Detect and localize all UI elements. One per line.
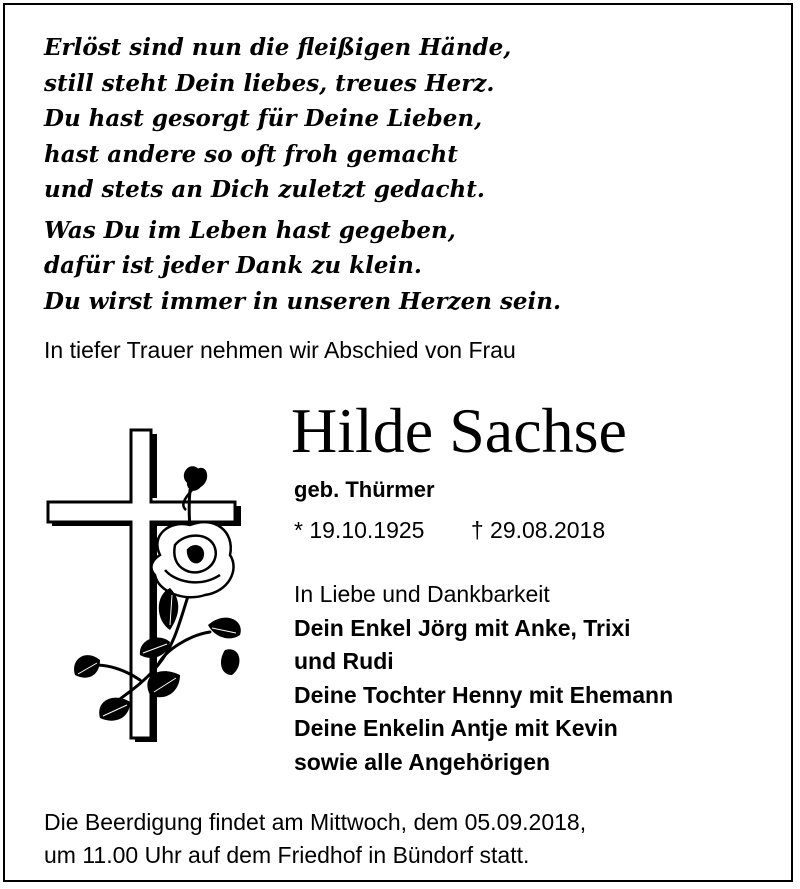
funeral-line: Die Beerdigung findet am Mittwoch, dem 05.09.2018, xyxy=(44,809,587,835)
poem-line: Was Du im Leben hast gegeben, xyxy=(44,216,456,244)
leaf-icons xyxy=(74,588,241,721)
poem-line: Erlöst sind nun die fleißigen Hände, xyxy=(44,34,512,61)
rose-bloom xyxy=(151,522,233,597)
mourner-line: und Rudi xyxy=(294,648,394,674)
poem-line: und stets an Dich zuletzt gedacht. xyxy=(44,176,485,203)
mourner-line: Deine Enkelin Antje mit Kevin xyxy=(294,715,618,741)
mourner-line: sowie alle Angehörigen xyxy=(294,748,551,775)
poem-line: Du wirst immer in unseren Herzen sein. xyxy=(44,287,562,315)
funeral-info xyxy=(44,806,586,872)
poem-line: still steht Dein liebes, treues Herz. xyxy=(44,69,495,97)
deceased-name: Hilde Sachse xyxy=(291,395,627,466)
poem xyxy=(44,30,561,319)
birth-date: * 19.10.1925 xyxy=(294,517,425,543)
poem-line: Du hast gesorgt für Deine Lieben, xyxy=(44,105,483,132)
poem-line: hast andere so oft froh gemacht xyxy=(44,140,458,168)
mourner-line: Deine Tochter Henny mit Ehemann xyxy=(294,681,674,708)
birth-name: geb. Thürmer xyxy=(294,477,435,502)
death-date: † 29.08.2018 xyxy=(470,517,606,543)
mourner-line: Dein Enkel Jörg mit Anke, Trixi xyxy=(294,614,631,641)
mourners-lead: In Liebe und Dankbarkeit xyxy=(294,581,550,607)
life-dates xyxy=(294,517,605,544)
intro-text: In tiefer Trauer nehmen wir Abschied von Frau xyxy=(44,337,516,363)
poem-line: dafür ist jeder Dank zu klein. xyxy=(44,252,422,279)
funeral-line: um 11.00 Uhr auf dem Friedhof in Bündorf statt. xyxy=(44,842,530,868)
mourners xyxy=(294,578,673,779)
cross-with-rose-icon xyxy=(40,420,245,755)
